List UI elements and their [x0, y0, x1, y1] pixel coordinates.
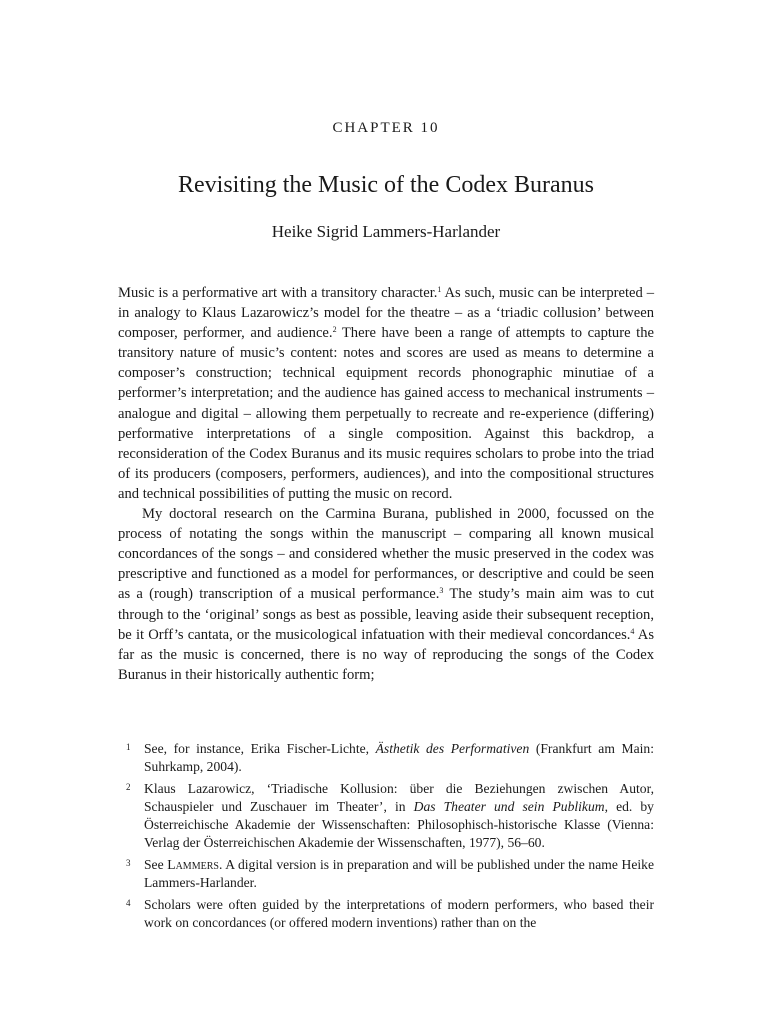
footnote-text: See [144, 857, 168, 872]
text-run: As such, music can be interpreted – in analogy to Klaus Lazarowicz’s model for the theatre – as a ‘triadic collusion’ between composer, performer, and audience. [118, 285, 654, 342]
footnote-ref-2[interactable]: 2 [332, 325, 337, 335]
text-run: There have been a range of attempts to capture the transitory nature of music’s content: notes and scores are used as means to determine a composer’s construction; technical equipment records phonographic minutiae of a performer’s interpretation; and the audience has gained access to mechanical instruments – analogue and digital – allowing them perpetually to recreate and re-experience (differing) performative interpretations of a single composition. Against this backdrop, a reconsideration of the Codex Buranus and its music requires scholars to probe into the triad of its producers (composers, performers, audiences), and into the compositional structures and technical possibilities of putting the music on record. [118, 325, 654, 502]
chapter-author: Heike Sigrid Lammers-Harlander [271, 222, 501, 241]
text-run: Music is a performative art with a transitory character. [118, 285, 438, 301]
footnote-title: Ästhetik des Performativen [375, 741, 530, 756]
footnote-ref-3[interactable]: 3 [439, 586, 444, 596]
footnote-text: See, for instance, Erika Fischer-Lichte, [144, 741, 376, 756]
footnote-text: Klaus Lazarowicz, ‘Triadische Kollusion: über die Beziehungen zwischen Autor, Schauspieler und Zuschauer im Theater’, in [144, 781, 654, 814]
footnote-ref-4[interactable]: 4 [630, 626, 635, 636]
text-run: The study’s main aim was to cut through to the ‘original’ songs as best as possible, leaving aside their subsequent reception, be it Orff’s cantata, or the musicological infatuation with their medieval concordances. [118, 586, 654, 643]
footnotes [118, 740, 654, 936]
footnote-3 [118, 856, 654, 892]
text-run: As far as the music is concerned, there is no way of reproducing the songs of the Codex Buranus in their historically authentic form; [118, 626, 655, 683]
footnote-text: Scholars were often guided by the interpretations of modern performers, who based their work on concordances (or offered modern inventions) rather than on the [144, 897, 654, 930]
footnote-number: 2 [126, 782, 131, 792]
footnote-text: . A digital version is in preparation and will be published under the name Heike Lammers-Harlander. [144, 857, 654, 890]
footnote-ref-1[interactable]: 1 [437, 285, 442, 294]
body-text [118, 283, 654, 685]
paragraph-1 [118, 283, 654, 504]
footnote-4 [118, 896, 654, 932]
footnote-text: (Frankfurt am Main: Suhrkamp, 2004). [144, 741, 654, 774]
chapter-label: CHAPTER 10 [332, 120, 440, 136]
footnote-title: Das Theater und sein Publikum [413, 799, 605, 814]
text-run: My doctoral research on the Carmina Burana, published in 2000, focussed on the process of notating the songs within the manuscript – comparing all known musical concordances of the songs – and considered whether the music preserved in the codex was prescriptive and functioned as a model for performances, or descriptive and could be seen as a (rough) transcription of a musical performance. [118, 506, 654, 603]
footnote-number: 3 [126, 858, 131, 868]
footnote-smallcaps: Lammers [167, 857, 219, 872]
footnote-number: 1 [126, 742, 131, 752]
paragraph-2 [118, 504, 654, 685]
footnote-2 [118, 780, 654, 852]
chapter-title: Revisiting the Music of the Codex Buranus [178, 172, 594, 198]
footnote-number: 4 [126, 898, 131, 908]
footnote-text: , ed. by Österreichische Akademie der Wissenschaften: Philosophisch-historische Klasse (Vienna: Verlag der Österreichischen Akademie der Wissenschaften, 1977), 56–60. [144, 799, 654, 850]
footnote-1 [118, 740, 654, 776]
